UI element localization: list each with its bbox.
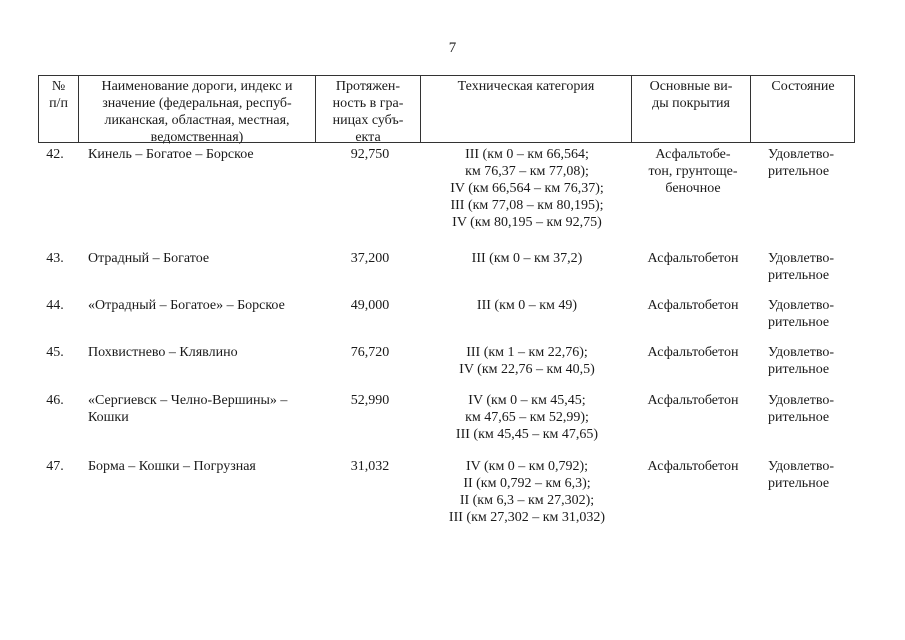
row-number: 45. <box>46 345 64 360</box>
road-category: III (км 0 – км 49) <box>476 298 578 313</box>
road-state: Удовлетво- рительное <box>768 393 834 425</box>
row-number: 46. <box>46 393 64 408</box>
page-number: 7 <box>448 40 457 56</box>
road-length: 37,200 <box>350 251 390 266</box>
header-name: Наименование дороги, индекс и значение (федеральная, респуб- ликанская, областная, местная, ведомственная) <box>101 79 293 145</box>
road-coverage: Асфальтобетон <box>647 393 739 408</box>
road-name: Отрадный – Богатое <box>88 251 210 266</box>
road-coverage: Асфальтобетон <box>647 298 739 313</box>
road-length: 31,032 <box>350 459 390 474</box>
header-num: № п/п <box>49 79 68 111</box>
row-number: 42. <box>46 147 64 162</box>
road-name: Похвистнево – Клявлино <box>88 345 238 360</box>
row-number: 43. <box>46 251 64 266</box>
road-state: Удовлетво- рительное <box>768 298 834 330</box>
road-category: IV (км 0 – км 0,792); II (км 0,792 – км 6,3); II (км 6,3 – км 27,302); III (км 27,302 – км 31,032) <box>448 459 606 525</box>
road-category: IV (км 0 – км 45,45; км 47,65 – км 52,99); III (км 45,45 – км 47,65) <box>455 393 599 442</box>
road-category: III (км 1 – км 22,76); IV (км 22,76 – км 40,5) <box>459 345 595 377</box>
road-length: 92,750 <box>350 147 390 162</box>
road-length: 76,720 <box>350 345 390 360</box>
road-coverage: Асфальтобе- тон, грунтоще- беночное <box>648 147 738 196</box>
road-state: Удовлетво- рительное <box>768 345 834 377</box>
road-length: 49,000 <box>350 298 390 313</box>
row-number: 44. <box>46 298 64 313</box>
road-length: 52,990 <box>350 393 390 408</box>
road-category: III (км 0 – км 37,2) <box>471 251 583 266</box>
road-coverage: Асфальтобетон <box>647 251 739 266</box>
table-header <box>38 75 855 143</box>
road-name: Борма – Кошки – Погрузная <box>88 459 256 474</box>
header-category: Техническая категория <box>457 79 595 94</box>
road-coverage: Асфальтобетон <box>647 459 739 474</box>
road-name: «Отрадный – Богатое» – Борское <box>88 298 285 313</box>
road-state: Удовлетво- рительное <box>768 251 834 283</box>
road-state: Удовлетво- рительное <box>768 147 834 179</box>
road-state: Удовлетво- рительное <box>768 459 834 491</box>
header-length: Протяжен- ность в гра- ницах субъ- екта <box>332 79 404 145</box>
road-name: Кинель – Богатое – Борское <box>88 147 254 162</box>
header-coverage: Основные ви- ды покрытия <box>649 79 733 111</box>
road-category: III (км 0 – км 66,564; км 76,37 – км 77,08); IV (км 66,564 – км 76,37); III (км 77,08 – км 80,195); IV (км 80,195 – км 92,75) <box>450 147 604 230</box>
header-state: Состояние <box>771 79 835 94</box>
road-coverage: Асфальтобетон <box>647 345 739 360</box>
road-name: «Сергиевск – Челно-Вершины» – Кошки <box>88 393 288 425</box>
row-number: 47. <box>46 459 64 474</box>
